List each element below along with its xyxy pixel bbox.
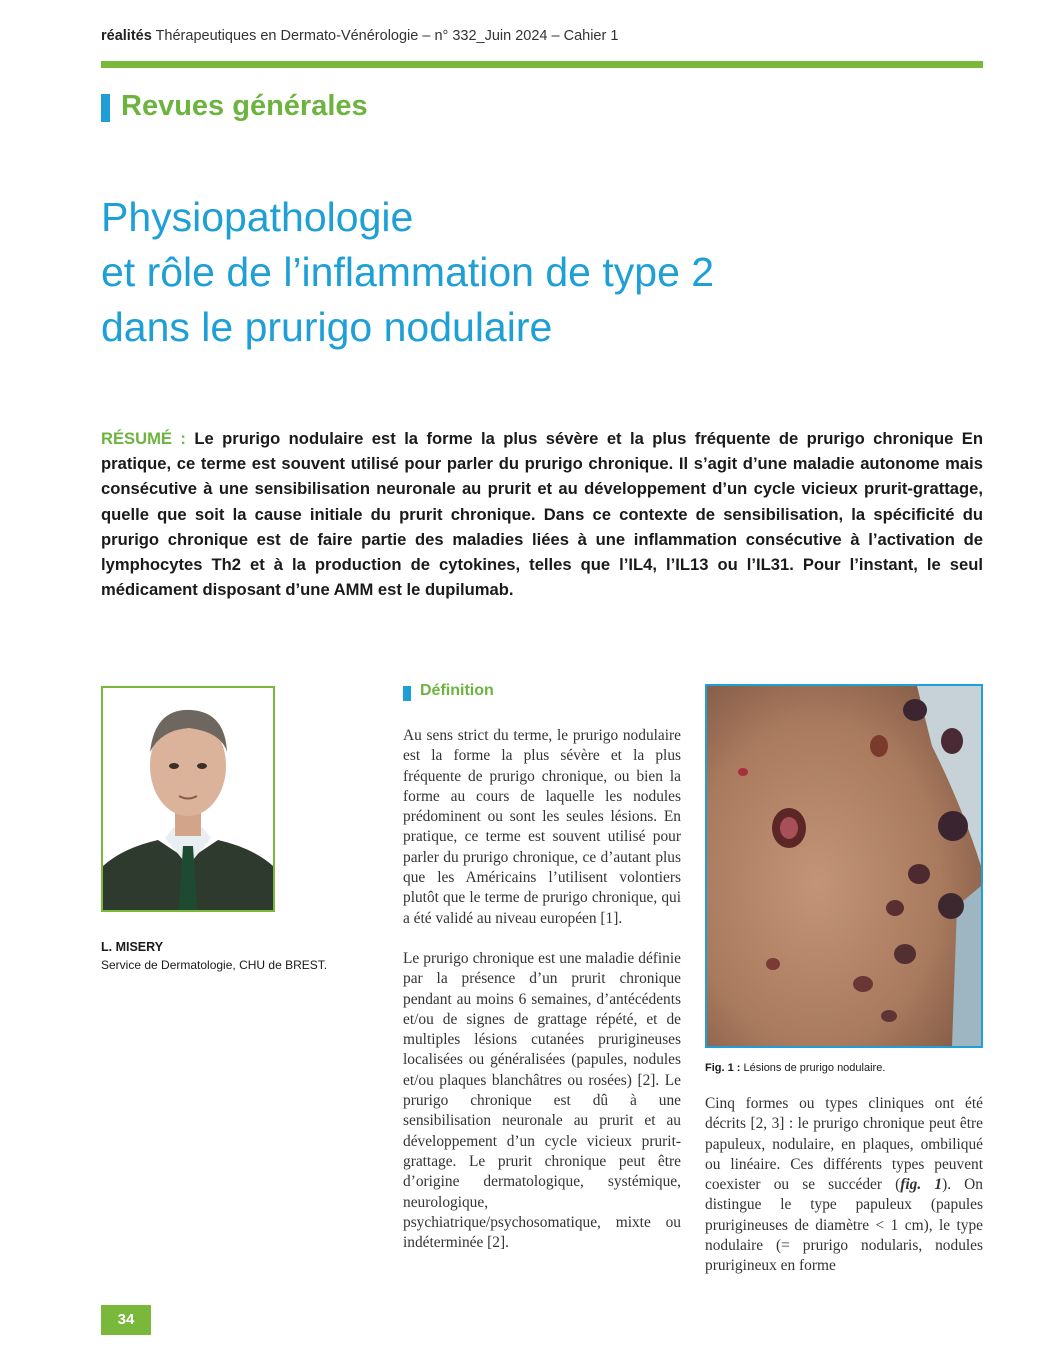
article-title [101,190,1001,355]
paragraph [705,1094,983,1277]
figure-image [705,684,983,1048]
page-number: 34 [101,1305,151,1335]
author-portrait-illustration [103,688,273,910]
running-header [101,28,618,44]
title-line: et rôle de l’inflammation de type 2 [101,249,715,295]
figure-label: Fig. 1 : [705,1062,741,1074]
figure-caption [705,1062,885,1074]
section-title: Revues générales [121,90,368,122]
heading-marker [403,686,411,701]
paragraph-text: Cinq formes ou types cliniques ont été décrits [2, 3] : le prurigo chronique peut être papuleux, nodulaire, en plaques, ombiliqué ou linéaire. Ces différents types peuvent coexister ou se succéder ( [705,1095,983,1194]
paragraph-text: ). On distingue le type papuleux (papules prurigineuses de diamètre < 1 cm), le type nodulaire (= prurigo nodularis, nodules prurigineux en forme [705,1176,983,1275]
title-line: Physiopathologie [101,194,414,240]
figure-caption-text: Lésions de prurigo nodulaire. [740,1062,886,1074]
skin-lesions-illustration [707,686,981,1046]
journal-brand: réalités [101,28,152,44]
figure-reference: fig. 1 [900,1176,943,1194]
section-heading: Définition [420,682,494,699]
title-line: dans le prurigo nodulaire [101,304,553,350]
author-name: L. MISERY [101,940,164,954]
paragraph: Le prurigo chronique est une maladie définie par la présence d’un prurit chronique pendant au moins 6 semaines, d’antécédents et/ou de signes de grattage répété, et de multiples lésions cutanées prurigineuses localisées ou généralisées (papules, nodules et/ou plaques blanchâtres ou rosées) [2]. Le prurigo chronique est dû à une sensibilisation neuronale au prurit et au développement d’un cycle vicieux prurit-grattage. Le prurit chronique peut être d’origine dermatologique, systémique, neurologique, psychiatrique/psychosomatique, mixte ou indéterminée [2]. [403,949,681,1252]
author-affiliation: Service de Dermatologie, CHU de BREST. [101,958,328,972]
paragraph: Au sens strict du terme, le prurigo nodulaire est la forme la plus sévère et la plus fréquente de prurigo chronique, ou bien la forme au cours de laquelle les nodules prédominent ou sont les seules lésions. En pratique, ce terme est souvent utilisé pour parler du prurigo chronique, ce d’autant plus que les Américains l’utilisent volontiers plutôt que le terme de prurigo chronique, qui a été validé au niveau européen [1]. [403,727,681,927]
body-column-1 [403,726,681,1273]
section-marker [101,94,110,122]
body-column-2 [705,1094,983,1277]
journal-issue: Thérapeutiques en Dermato-Vénérologie – n° 332_Juin 2024 – Cahier 1 [151,28,619,44]
abstract [101,426,983,602]
abstract-label: RÉSUMÉ : [101,429,186,448]
author-photo [101,686,275,912]
header-rule [101,61,983,68]
abstract-text: Le prurigo nodulaire est la forme la plus sévère et la plus fréquente de prurigo chronique En pratique, ce terme est souvent utilisé pour parler du prurigo chronique. Il s’agit d’une maladie autonome mais consécutive à une sensibilisation neuronale au prurit et au développement d’un cycle vicieux prurit-grattage, quelle que soit la cause initiale du prurit chronique. Dans ce contexte de sensibilisation, la spécificité du prurigo chronique est de faire partie des maladies liées à une inflammation consécutive à l’activation de lymphocytes Th2 et à la production de cytokines, telles que l’IL4, l’IL13 ou l’IL31. Pour l’instant, le seul médicament disposant d’une AMM est le dupilumab. [101,429,983,600]
